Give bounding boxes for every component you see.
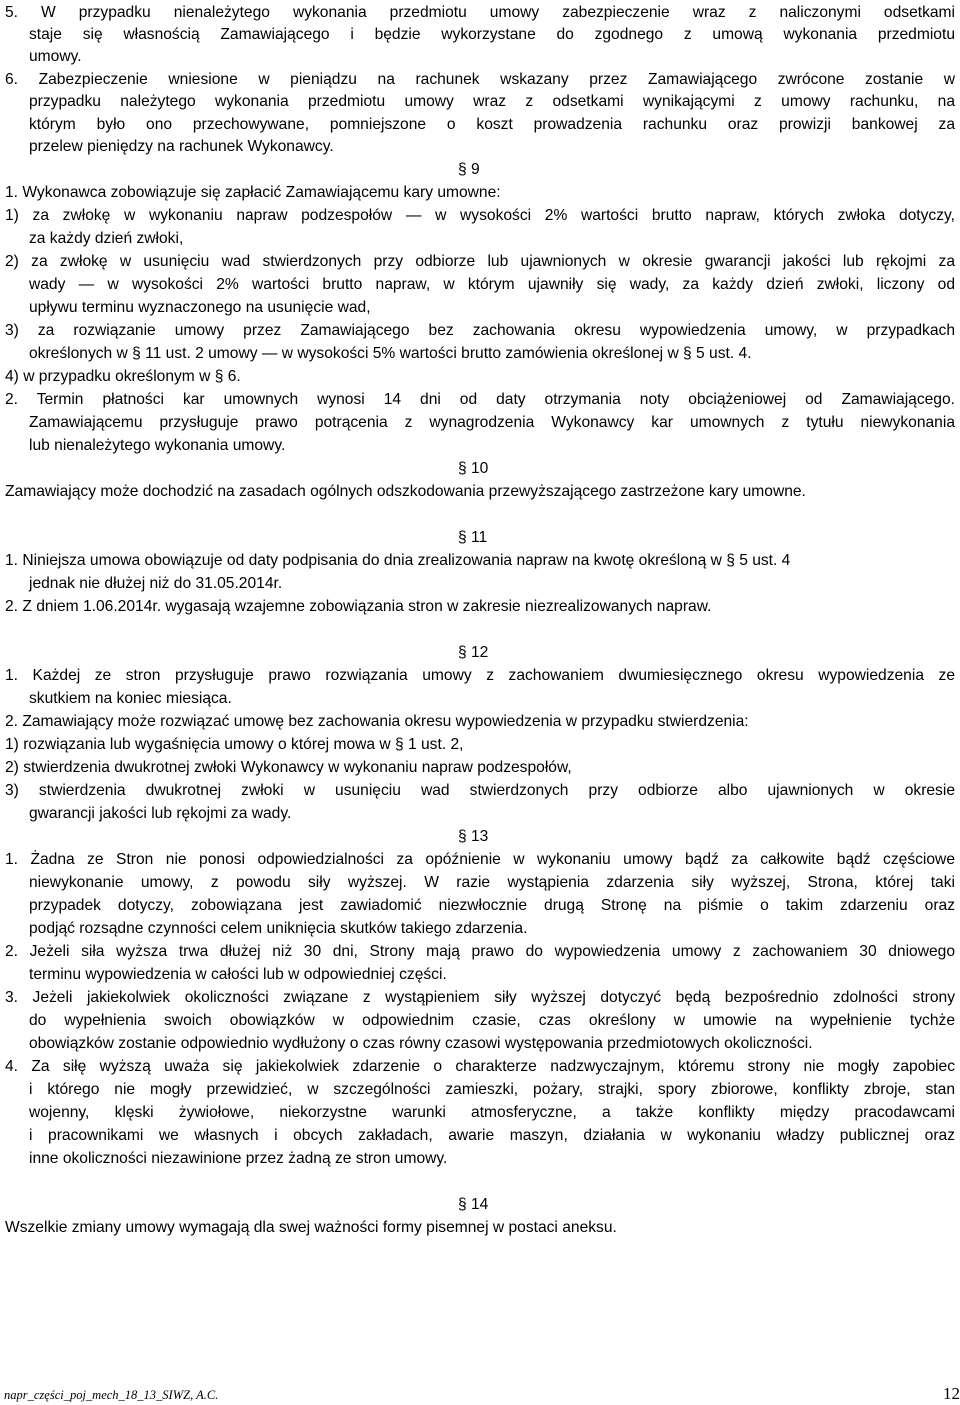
paragraph-line: Wszelkie zmiany umowy wymagają dla swej ważności formy pisemnej w postaci aneksu. — [5, 1219, 617, 1236]
paragraph-line: gwarancji jakości lub rękojmi za wady. — [29, 805, 292, 822]
paragraph-line: niewykonanie umowy, z powodu siły wyższej. W razie wystąpienia zdarzenia siły wyższej, Strona, której taki — [29, 874, 955, 891]
paragraph-line: staje się własnością Zamawiającego i będzie wykorzystane do zgodnego z umową wykonania przedmiotu — [29, 26, 955, 43]
paragraph-line: przelew pieniędzy na rachunek Wykonawcy. — [29, 138, 334, 155]
paragraph-line: 1. Każdej ze stron przysługuje prawo rozwiązania umowy z zachowaniem dwumiesięcznego okresu wypowiedzenia ze — [5, 667, 955, 684]
page-number: 12 — [943, 1384, 960, 1403]
paragraph-line: do wypełnienia swoich obowiązków w odpowiednim czasie, czas określony w umowie na wypełnienie tychże — [29, 1012, 955, 1029]
paragraph-line: 3) stwierdzenia dwukrotnej zwłoki w usunięciu wad stwierdzonych przy odbiorze albo ujawnionych w okresie — [5, 782, 955, 799]
paragraph-line: 2. Termin płatności kar umownych wynosi 14 dni od daty otrzymania noty obciążeniowej od Zamawiającego. — [5, 391, 955, 408]
paragraph-line: 3. Jeżeli jakiekolwiek okoliczności związane z wystąpieniem siły wyższej dotyczyć będą bezpośrednio zdolności strony — [5, 989, 955, 1006]
paragraph-line: umowy. — [29, 48, 82, 65]
paragraph-line: terminu wypowiedzenia w całości lub w odpowiedniej części. — [29, 966, 447, 983]
paragraph-line: 6. Zabezpieczenie wniesione w pieniądzu na rachunek wskazany przez Zamawiającego zwrócone zostanie w — [5, 71, 955, 88]
paragraph-line: 5. W przypadku nienależytego wykonania przedmiotu umowy zabezpieczenie wraz z naliczonymi odsetkami — [5, 4, 955, 21]
paragraph-line: Zamawiającemu przysługuje prawo potrącenia z wynagrodzenia Wykonawcy kar umownych z tytułu niewykonania — [29, 414, 955, 431]
paragraph-line: wojenny, klęski żywiołowe, niekorzystne warunki atmosferyczne, a także konflikty między pracodawcami — [29, 1104, 955, 1121]
paragraph-line: Zamawiający może dochodzić na zasadach ogólnych odszkodowania przewyższającego zastrzeżone kary umowne. — [5, 483, 806, 500]
paragraph-line: 2) stwierdzenia dwukrotnej zwłoki Wykonawcy w wykonaniu napraw podzespołów, — [5, 759, 572, 776]
paragraph-line: 1. Żadna ze Stron nie ponosi odpowiedzialności za opóźnienie w wykonaniu umowy bądź za całkowite bądź częściowe — [5, 851, 955, 868]
paragraph-line: za każdy dzień zwłoki, — [29, 230, 184, 247]
paragraph-line: 1. Wykonawca zobowiązuje się zapłacić Zamawiającemu kary umowne: — [5, 184, 501, 201]
footer-document-id: napr_części_poj_mech_18_13_SIWZ, A.C. — [4, 1388, 219, 1402]
section-heading: § 11 — [458, 529, 488, 546]
paragraph-line: 2. Z dniem 1.06.2014r. wygasają wzajemne zobowiązania stron w zakresie niezrealizowanych napraw. — [5, 598, 712, 615]
paragraph-line: 1) rozwiązania lub wygaśnięcia umowy o której mowa w § 1 ust. 2, — [5, 736, 464, 753]
paragraph-line: przypadek dotyczy, zobowiązana jest zawiadomić niezwłocznie drugą Stronę na piśmie o takim zdarzeniu oraz — [29, 897, 955, 914]
paragraph-line: skutkiem na koniec miesiąca. — [29, 690, 232, 707]
paragraph-line: określonych w § 11 ust. 2 umowy — w wysokości 5% wartości brutto zamówienia określonej w § 5 ust. 4. — [29, 345, 752, 362]
section-heading: § 10 — [458, 460, 489, 477]
paragraph-line: upływu terminu wyznaczonego na usunięcie wad, — [29, 299, 371, 316]
paragraph-line: jednak nie dłużej niż do 31.05.2014r. — [29, 575, 283, 592]
paragraph-line: i którego nie mogły przewidzieć, w szczególności zamieszki, pożary, strajki, spory zbiorowe, konflikty zbroje, stan — [29, 1081, 955, 1098]
paragraph-line: podjąć rozsądne czynności celem uniknięcia skutków takiego zdarzenia. — [29, 920, 528, 937]
paragraph-line: 3) za rozwiązanie umowy przez Zamawiającego bez zachowania okresu wypowiedzenia umowy, w przypadkach — [5, 322, 955, 339]
section-heading: § 9 — [458, 161, 480, 178]
paragraph-line: wady — w wysokości 2% wartości brutto napraw, w którym ujawniły się wady, za każdy dzień zwłoki, liczony od — [29, 276, 955, 293]
paragraph-line: i pracownikami we własnych i obcych zakładach, awarie maszyn, działania w wykonaniu władzy publicznej oraz — [29, 1127, 955, 1144]
paragraph-line: 4. Za siłę wyższą uważa się jakiekolwiek zdarzenie o charakterze nadzwyczajnym, któremu strony nie mogły zapobiec — [5, 1058, 955, 1075]
paragraph-line: inne okoliczności niezawinione przez żadną ze stron umowy. — [29, 1150, 448, 1167]
paragraph-line: 2. Jeżeli siła wyższa trwa dłużej niż 30 dni, Strony mają prawo do wypowiedzenia umowy z zachowaniem 30 dniowego — [5, 943, 955, 960]
section-heading: § 12 — [458, 644, 489, 661]
paragraph-line: przypadku należytego wykonania przedmiotu umowy wraz z odsetkami wynikającymi z umowy rachunku, na — [29, 93, 955, 110]
paragraph-line: 2) za zwłokę w usunięciu wad stwierdzonych przy odbiorze lub ujawnionych w okresie gwarancji jakości lub rękojmi za — [5, 253, 955, 270]
paragraph-line: którym było ono przechowywane, pomniejszone o koszt prowadzenia rachunku oraz prowizji bankowej za — [29, 116, 955, 133]
paragraph-line: 1. Niniejsza umowa obowiązuje od daty podpisania do dnia zrealizowania napraw na kwotę określoną w § 5 ust. 4 — [5, 552, 791, 569]
paragraph-line: 2. Zamawiający może rozwiązać umowę bez zachowania okresu wypowiedzenia w przypadku stwierdzenia: — [5, 713, 749, 730]
paragraph-line: 1) za zwłokę w wykonaniu napraw podzespołów — w wysokości 2% wartości brutto napraw, których zwłoka dotyczy, — [5, 207, 955, 224]
paragraph-line: 4) w przypadku określonym w § 6. — [5, 368, 241, 385]
paragraph-line: obowiązków zostanie odpowiednio wydłużony o czas równy czasowi występowania przedmiotowych okoliczności. — [29, 1035, 813, 1052]
paragraph-line: lub nienależytego wykonania umowy. — [29, 437, 286, 454]
section-heading: § 13 — [458, 828, 489, 845]
section-heading: § 14 — [458, 1196, 489, 1213]
